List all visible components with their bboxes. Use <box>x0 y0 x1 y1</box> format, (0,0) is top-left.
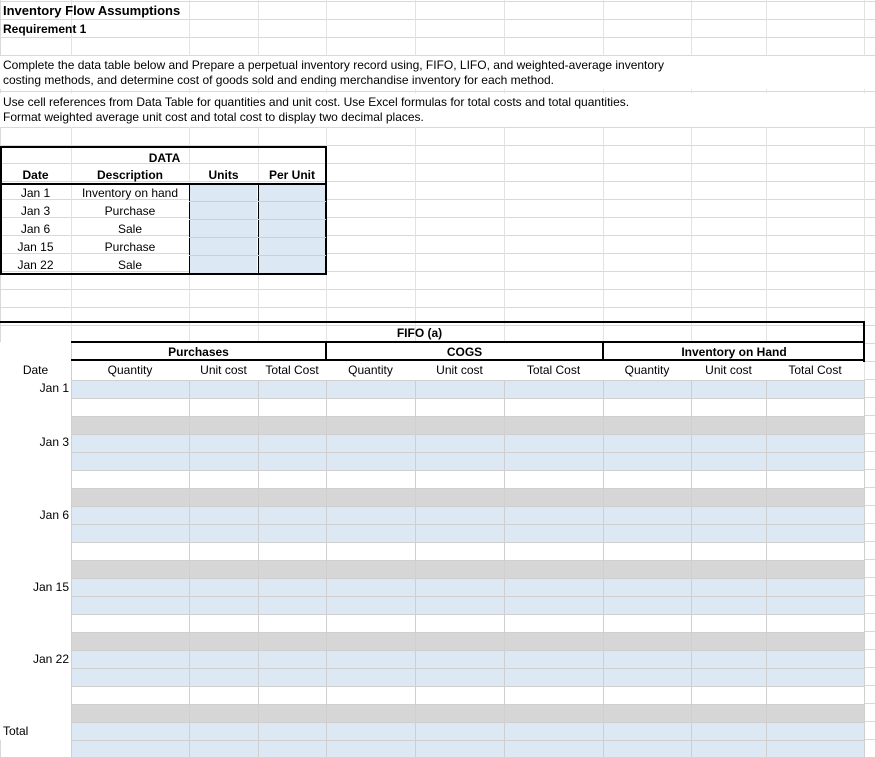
fifo-cell[interactable] <box>327 561 415 578</box>
fifo-cell[interactable] <box>190 381 258 398</box>
fifo-cell[interactable] <box>767 705 864 722</box>
fifo-cell[interactable] <box>604 435 691 452</box>
fifo-cell[interactable] <box>259 597 326 614</box>
fifo-cell[interactable] <box>767 489 864 506</box>
fifo-cell[interactable] <box>190 435 258 452</box>
fifo-cell[interactable] <box>327 525 415 542</box>
fifo-total-cell[interactable] <box>259 741 326 757</box>
fifo-cell[interactable] <box>767 651 864 668</box>
fifo-cell[interactable] <box>505 417 603 434</box>
fifo-total-cell[interactable] <box>190 741 258 757</box>
fifo-cell[interactable] <box>72 525 189 542</box>
instruction-line-3: Use cell references from Data Table for quantities and unit cost. Use Excel formulas for total costs and total quantities. <box>3 95 630 109</box>
fifo-cell[interactable] <box>190 651 258 668</box>
instruction-line-2: costing methods, and determine cost of goods sold and ending merchandise inventory for each method. <box>3 73 554 87</box>
fifo-total-cell[interactable] <box>604 741 691 757</box>
fifo-cell[interactable] <box>505 669 603 686</box>
col-onhand-quantity: Quantity <box>624 363 670 377</box>
fifo-cell[interactable] <box>505 561 603 578</box>
fifo-cell[interactable] <box>72 453 189 470</box>
fifo-cell[interactable] <box>692 723 766 740</box>
fifo-cell[interactable] <box>259 507 326 524</box>
fifo-cell[interactable] <box>416 507 504 524</box>
fifo-cell[interactable] <box>259 633 326 650</box>
fifo-cell[interactable] <box>72 579 189 596</box>
grid-line <box>504 380 505 757</box>
data-row-date: Jan 15 <box>17 240 54 254</box>
fifo-cell[interactable] <box>767 399 864 416</box>
fifo-cell[interactable] <box>692 381 766 398</box>
fifo-cell[interactable] <box>327 633 415 650</box>
fifo-cell[interactable] <box>327 651 415 668</box>
data-row-description: Purchase <box>104 204 156 218</box>
fifo-cell[interactable] <box>327 579 415 596</box>
grid-line <box>258 380 259 757</box>
fifo-cell[interactable] <box>259 561 326 578</box>
fifo-cell[interactable] <box>604 687 691 704</box>
fifo-cell[interactable] <box>259 651 326 668</box>
data-row-date: Jan 1 <box>20 186 51 200</box>
grid-line <box>189 380 190 757</box>
fifo-cell[interactable] <box>767 543 864 560</box>
fifo-cell[interactable] <box>72 489 189 506</box>
fifo-total-cell[interactable] <box>72 741 189 757</box>
fifo-cell[interactable] <box>259 543 326 560</box>
fifo-cell[interactable] <box>72 543 189 560</box>
per-unit-input-column[interactable] <box>259 185 325 273</box>
fifo-cell[interactable] <box>72 381 189 398</box>
fifo-cell[interactable] <box>190 471 258 488</box>
fifo-cell[interactable] <box>259 669 326 686</box>
fifo-cell[interactable] <box>505 705 603 722</box>
fifo-cell[interactable] <box>190 543 258 560</box>
data-col-units: Units <box>208 168 239 182</box>
fifo-cell[interactable] <box>259 579 326 596</box>
fifo-cell[interactable] <box>416 489 504 506</box>
fifo-cell[interactable] <box>604 381 691 398</box>
fifo-cell[interactable] <box>72 507 189 524</box>
requirement-label: Requirement 1 <box>3 22 87 36</box>
grid-line <box>415 380 416 757</box>
col-purchases-total-cost: Total Cost <box>265 363 319 377</box>
fifo-cell[interactable] <box>604 417 691 434</box>
col-cogs-unit-cost: Unit cost <box>436 363 483 377</box>
fifo-cell[interactable] <box>416 723 504 740</box>
fifo-cell[interactable] <box>327 399 415 416</box>
fifo-cell[interactable] <box>190 399 258 416</box>
fifo-cell[interactable] <box>604 399 691 416</box>
group-inventory-on-hand: Inventory on Hand <box>681 345 787 359</box>
fifo-cell[interactable] <box>327 723 415 740</box>
fifo-cell[interactable] <box>416 381 504 398</box>
instruction-line-1: Complete the data table below and Prepare a perpetual inventory record using, FIFO, LIFO, and weighted-average inventory <box>3 58 665 72</box>
fifo-cell[interactable] <box>190 705 258 722</box>
fifo-cell[interactable] <box>259 381 326 398</box>
col-purchases-quantity: Quantity <box>107 363 153 377</box>
group-purchases: Purchases <box>168 345 229 359</box>
fifo-cell[interactable] <box>767 561 864 578</box>
fifo-total-cell[interactable] <box>416 741 504 757</box>
fifo-total-cell[interactable] <box>692 741 766 757</box>
fifo-cell[interactable] <box>505 615 603 632</box>
fifo-cell[interactable] <box>327 507 415 524</box>
fifo-cell[interactable] <box>72 399 189 416</box>
fifo-cell[interactable] <box>692 651 766 668</box>
fifo-cell[interactable] <box>692 399 766 416</box>
col-date: Date <box>22 363 49 377</box>
fifo-cell[interactable] <box>259 489 326 506</box>
fifo-cell[interactable] <box>72 561 189 578</box>
fifo-cell[interactable] <box>692 705 766 722</box>
fifo-cell[interactable] <box>416 417 504 434</box>
fifo-cell[interactable] <box>259 723 326 740</box>
fifo-cell[interactable] <box>767 723 864 740</box>
sheet-title: Inventory Flow Assumptions <box>3 3 181 18</box>
fifo-cell[interactable] <box>327 471 415 488</box>
fifo-cell[interactable] <box>767 669 864 686</box>
fifo-cell[interactable] <box>416 579 504 596</box>
data-table-title: DATA <box>148 151 181 165</box>
group-cogs: COGS <box>446 345 483 359</box>
fifo-cell[interactable] <box>767 687 864 704</box>
fifo-cell[interactable] <box>692 543 766 560</box>
fifo-cell[interactable] <box>692 507 766 524</box>
fifo-cell[interactable] <box>692 453 766 470</box>
fifo-cell[interactable] <box>416 525 504 542</box>
instruction-line-4: Format weighted average unit cost and total cost to display two decimal places. <box>3 110 424 124</box>
fifo-cell[interactable] <box>505 453 603 470</box>
fifo-cell[interactable] <box>767 633 864 650</box>
grid-line <box>71 380 72 757</box>
fifo-cell[interactable] <box>604 507 691 524</box>
fifo-cell[interactable] <box>72 633 189 650</box>
fifo-cell[interactable] <box>190 579 258 596</box>
fifo-cell[interactable] <box>259 705 326 722</box>
data-col-per-unit: Per Unit <box>268 168 315 182</box>
fifo-cell[interactable] <box>327 417 415 434</box>
fifo-cell[interactable] <box>416 633 504 650</box>
fifo-cell[interactable] <box>604 561 691 578</box>
fifo-cell[interactable] <box>327 687 415 704</box>
fifo-cell[interactable] <box>692 669 766 686</box>
fifo-cell[interactable] <box>259 615 326 632</box>
col-onhand-total-cost: Total Cost <box>788 363 842 377</box>
fifo-cell[interactable] <box>416 543 504 560</box>
units-input-column[interactable] <box>189 185 257 273</box>
row-date-jan3: Jan 3 <box>39 435 69 449</box>
fifo-cell[interactable] <box>505 399 603 416</box>
fifo-total-cell[interactable] <box>327 741 415 757</box>
data-row-date: Jan 3 <box>20 204 51 218</box>
fifo-cell[interactable] <box>505 633 603 650</box>
col-cogs-quantity: Quantity <box>348 363 393 377</box>
fifo-cell[interactable] <box>604 489 691 506</box>
fifo-cell[interactable] <box>505 597 603 614</box>
fifo-cell[interactable] <box>190 507 258 524</box>
fifo-cell[interactable] <box>259 399 326 416</box>
fifo-cell[interactable] <box>72 597 189 614</box>
fifo-cell[interactable] <box>416 399 504 416</box>
fifo-cell[interactable] <box>692 633 766 650</box>
grid-line <box>766 380 767 757</box>
row-date-jan22: Jan 22 <box>32 652 69 666</box>
fifo-cell[interactable] <box>327 615 415 632</box>
fifo-cell[interactable] <box>767 579 864 596</box>
fifo-cell[interactable] <box>72 651 189 668</box>
fifo-cell[interactable] <box>505 723 603 740</box>
fifo-cell[interactable] <box>767 435 864 452</box>
fifo-cell[interactable] <box>604 651 691 668</box>
grid-line <box>603 380 604 757</box>
fifo-cell[interactable] <box>767 417 864 434</box>
total-label: Total <box>3 724 29 738</box>
fifo-cell[interactable] <box>604 633 691 650</box>
data-row-description: Sale <box>117 258 143 272</box>
fifo-cell[interactable] <box>190 453 258 470</box>
fifo-cell[interactable] <box>767 615 864 632</box>
fifo-cell[interactable] <box>767 507 864 524</box>
fifo-cell[interactable] <box>604 471 691 488</box>
row-date-jan1: Jan 1 <box>39 381 69 395</box>
fifo-title: FIFO (a) <box>396 326 443 340</box>
fifo-cell[interactable] <box>327 705 415 722</box>
fifo-cell[interactable] <box>190 597 258 614</box>
fifo-cell[interactable] <box>259 471 326 488</box>
fifo-cell[interactable] <box>259 687 326 704</box>
data-row-description: Inventory on hand <box>81 186 179 200</box>
fifo-cell[interactable] <box>692 615 766 632</box>
fifo-cell[interactable] <box>416 669 504 686</box>
fifo-total-cell[interactable] <box>505 741 603 757</box>
data-col-date: Date <box>22 168 49 182</box>
fifo-cell[interactable] <box>505 525 603 542</box>
fifo-cell[interactable] <box>327 597 415 614</box>
data-col-description: Description <box>96 168 163 182</box>
fifo-cell[interactable] <box>259 453 326 470</box>
fifo-cell[interactable] <box>604 597 691 614</box>
fifo-cell[interactable] <box>190 669 258 686</box>
fifo-cell[interactable] <box>505 507 603 524</box>
fifo-cell[interactable] <box>416 435 504 452</box>
fifo-cell[interactable] <box>190 417 258 434</box>
fifo-cell[interactable] <box>190 633 258 650</box>
fifo-cell[interactable] <box>190 615 258 632</box>
fifo-cell[interactable] <box>767 381 864 398</box>
fifo-cell[interactable] <box>190 687 258 704</box>
fifo-cell[interactable] <box>327 489 415 506</box>
grid-line <box>691 380 692 757</box>
fifo-cell[interactable] <box>767 471 864 488</box>
fifo-cell[interactable] <box>692 435 766 452</box>
fifo-cell[interactable] <box>692 561 766 578</box>
fifo-cell[interactable] <box>72 723 189 740</box>
fifo-cell[interactable] <box>767 525 864 542</box>
fifo-cell[interactable] <box>767 597 864 614</box>
fifo-total-cell[interactable] <box>767 741 864 757</box>
fifo-cell[interactable] <box>505 471 603 488</box>
fifo-cell[interactable] <box>72 669 189 686</box>
fifo-cell[interactable] <box>72 435 189 452</box>
fifo-cell[interactable] <box>416 471 504 488</box>
fifo-cell[interactable] <box>505 435 603 452</box>
fifo-cell[interactable] <box>604 705 691 722</box>
fifo-cell[interactable] <box>416 615 504 632</box>
fifo-cell[interactable] <box>604 669 691 686</box>
fifo-cell[interactable] <box>692 417 766 434</box>
fifo-cell[interactable] <box>190 561 258 578</box>
data-row-description: Sale <box>117 222 143 236</box>
fifo-cell[interactable] <box>327 381 415 398</box>
fifo-cell[interactable] <box>327 453 415 470</box>
fifo-cell[interactable] <box>692 597 766 614</box>
fifo-cell[interactable] <box>416 651 504 668</box>
fifo-cell[interactable] <box>416 561 504 578</box>
fifo-cell[interactable] <box>327 435 415 452</box>
fifo-cell[interactable] <box>692 471 766 488</box>
fifo-cell[interactable] <box>604 723 691 740</box>
fifo-cell[interactable] <box>767 453 864 470</box>
col-purchases-unit-cost: Unit cost <box>200 363 247 377</box>
data-row-date: Jan 6 <box>20 222 51 236</box>
fifo-cell[interactable] <box>604 543 691 560</box>
data-row-date: Jan 22 <box>17 258 54 272</box>
fifo-cell[interactable] <box>505 489 603 506</box>
col-cogs-total-cost: Total Cost <box>526 363 581 377</box>
grid-line <box>864 380 865 757</box>
fifo-cell[interactable] <box>505 687 603 704</box>
fifo-cell[interactable] <box>190 525 258 542</box>
fifo-cell[interactable] <box>416 705 504 722</box>
col-onhand-unit-cost: Unit cost <box>705 363 752 377</box>
fifo-cell[interactable] <box>692 687 766 704</box>
fifo-cell[interactable] <box>72 687 189 704</box>
fifo-cell[interactable] <box>505 579 603 596</box>
fifo-cell[interactable] <box>692 489 766 506</box>
grid-line <box>326 380 327 757</box>
fifo-cell[interactable] <box>327 669 415 686</box>
fifo-cell[interactable] <box>692 525 766 542</box>
fifo-cell[interactable] <box>259 417 326 434</box>
fifo-cell[interactable] <box>604 579 691 596</box>
fifo-cell[interactable] <box>72 615 189 632</box>
fifo-cell[interactable] <box>604 615 691 632</box>
fifo-cell[interactable] <box>505 651 603 668</box>
fifo-cell[interactable] <box>259 525 326 542</box>
fifo-cell[interactable] <box>190 723 258 740</box>
fifo-cell[interactable] <box>72 705 189 722</box>
fifo-cell[interactable] <box>604 525 691 542</box>
row-date-jan15: Jan 15 <box>32 580 69 594</box>
fifo-cell[interactable] <box>416 687 504 704</box>
row-date-jan6: Jan 6 <box>39 508 69 522</box>
data-row-description: Purchase <box>104 240 156 254</box>
fifo-cell[interactable] <box>505 381 603 398</box>
fifo-cell[interactable] <box>505 543 603 560</box>
fifo-cell[interactable] <box>416 453 504 470</box>
fifo-cell[interactable] <box>327 543 415 560</box>
fifo-cell[interactable] <box>72 417 189 434</box>
fifo-cell[interactable] <box>259 435 326 452</box>
fifo-cell[interactable] <box>72 471 189 488</box>
fifo-cell[interactable] <box>190 489 258 506</box>
fifo-cell[interactable] <box>416 597 504 614</box>
fifo-cell[interactable] <box>604 453 691 470</box>
fifo-cell[interactable] <box>692 579 766 596</box>
